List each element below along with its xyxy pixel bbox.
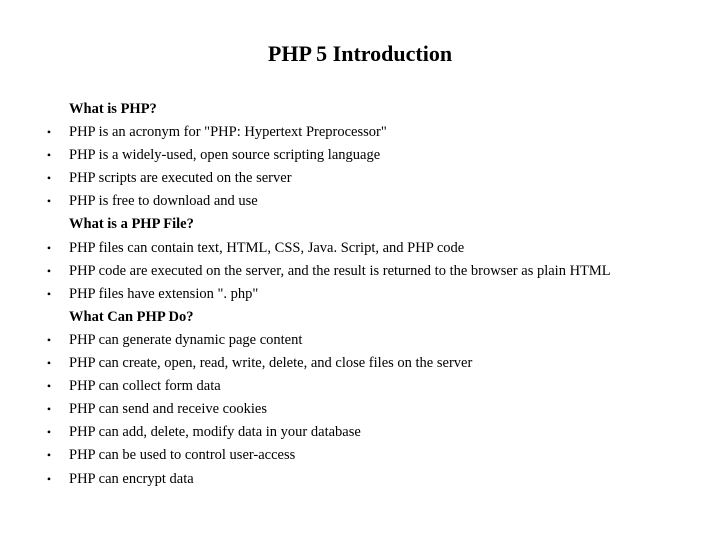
bullet-icon: • (46, 402, 52, 417)
list-item (0, 237, 720, 260)
list-item (0, 144, 720, 167)
list-item-text: PHP can encrypt data (69, 470, 194, 487)
slide-title: PHP 5 Introduction (267, 41, 453, 66)
section-heading-text: What is a PHP File? (69, 216, 194, 233)
list-item-text: PHP is an acronym for "PHP: Hypertext Preprocessor" (69, 124, 387, 141)
list-item (0, 260, 720, 283)
bullet-icon: • (46, 356, 52, 371)
section-heading (0, 98, 720, 121)
bullet-icon: • (46, 263, 52, 278)
list-item-text: PHP can create, open, read, write, delete, and close files on the server (69, 355, 473, 372)
list-item-text: PHP can add, delete, modify data in your database (69, 424, 361, 441)
bullet-icon: • (46, 194, 52, 209)
bullet-icon: • (46, 286, 52, 301)
slide-content (0, 98, 720, 491)
list-item (0, 444, 720, 467)
section-heading-text: What Can PHP Do? (69, 308, 194, 325)
list-item (0, 398, 720, 421)
section-heading (0, 306, 720, 329)
bullet-icon: • (46, 425, 52, 440)
list-item (0, 121, 720, 144)
bullet-icon: • (46, 379, 52, 394)
list-item (0, 190, 720, 213)
bullet-icon: • (46, 240, 52, 255)
section-heading (0, 213, 720, 236)
list-item (0, 352, 720, 375)
list-item (0, 283, 720, 306)
list-item-text: PHP code are executed on the server, and the result is returned to the browser as plain HTML (69, 262, 611, 279)
bullet-icon: • (46, 471, 52, 486)
list-item-text: PHP can collect form data (69, 378, 221, 395)
list-item-text: PHP files can contain text, HTML, CSS, Java. Script, and PHP code (69, 239, 465, 256)
list-item-text: PHP can generate dynamic page content (69, 331, 303, 348)
list-item-text: PHP files have extension ". php" (69, 285, 259, 302)
list-item-text: PHP can send and receive cookies (69, 401, 267, 418)
list-item (0, 375, 720, 398)
section-heading-text: What is PHP? (69, 101, 157, 117)
bullet-icon: • (46, 332, 52, 347)
bullet-icon: • (46, 171, 52, 186)
bullet-icon: • (46, 448, 52, 463)
list-item (0, 329, 720, 352)
list-item-text: PHP scripts are executed on the server (69, 170, 292, 187)
list-item-text: PHP is free to download and use (69, 193, 258, 210)
bullet-icon: • (46, 148, 52, 163)
list-item (0, 468, 720, 491)
list-item (0, 421, 720, 444)
list-item (0, 167, 720, 190)
list-item-text: PHP is a widely-used, open source scripting language (69, 147, 381, 164)
bullet-icon: • (46, 125, 52, 140)
list-item-text: PHP can be used to control user-access (69, 447, 296, 464)
